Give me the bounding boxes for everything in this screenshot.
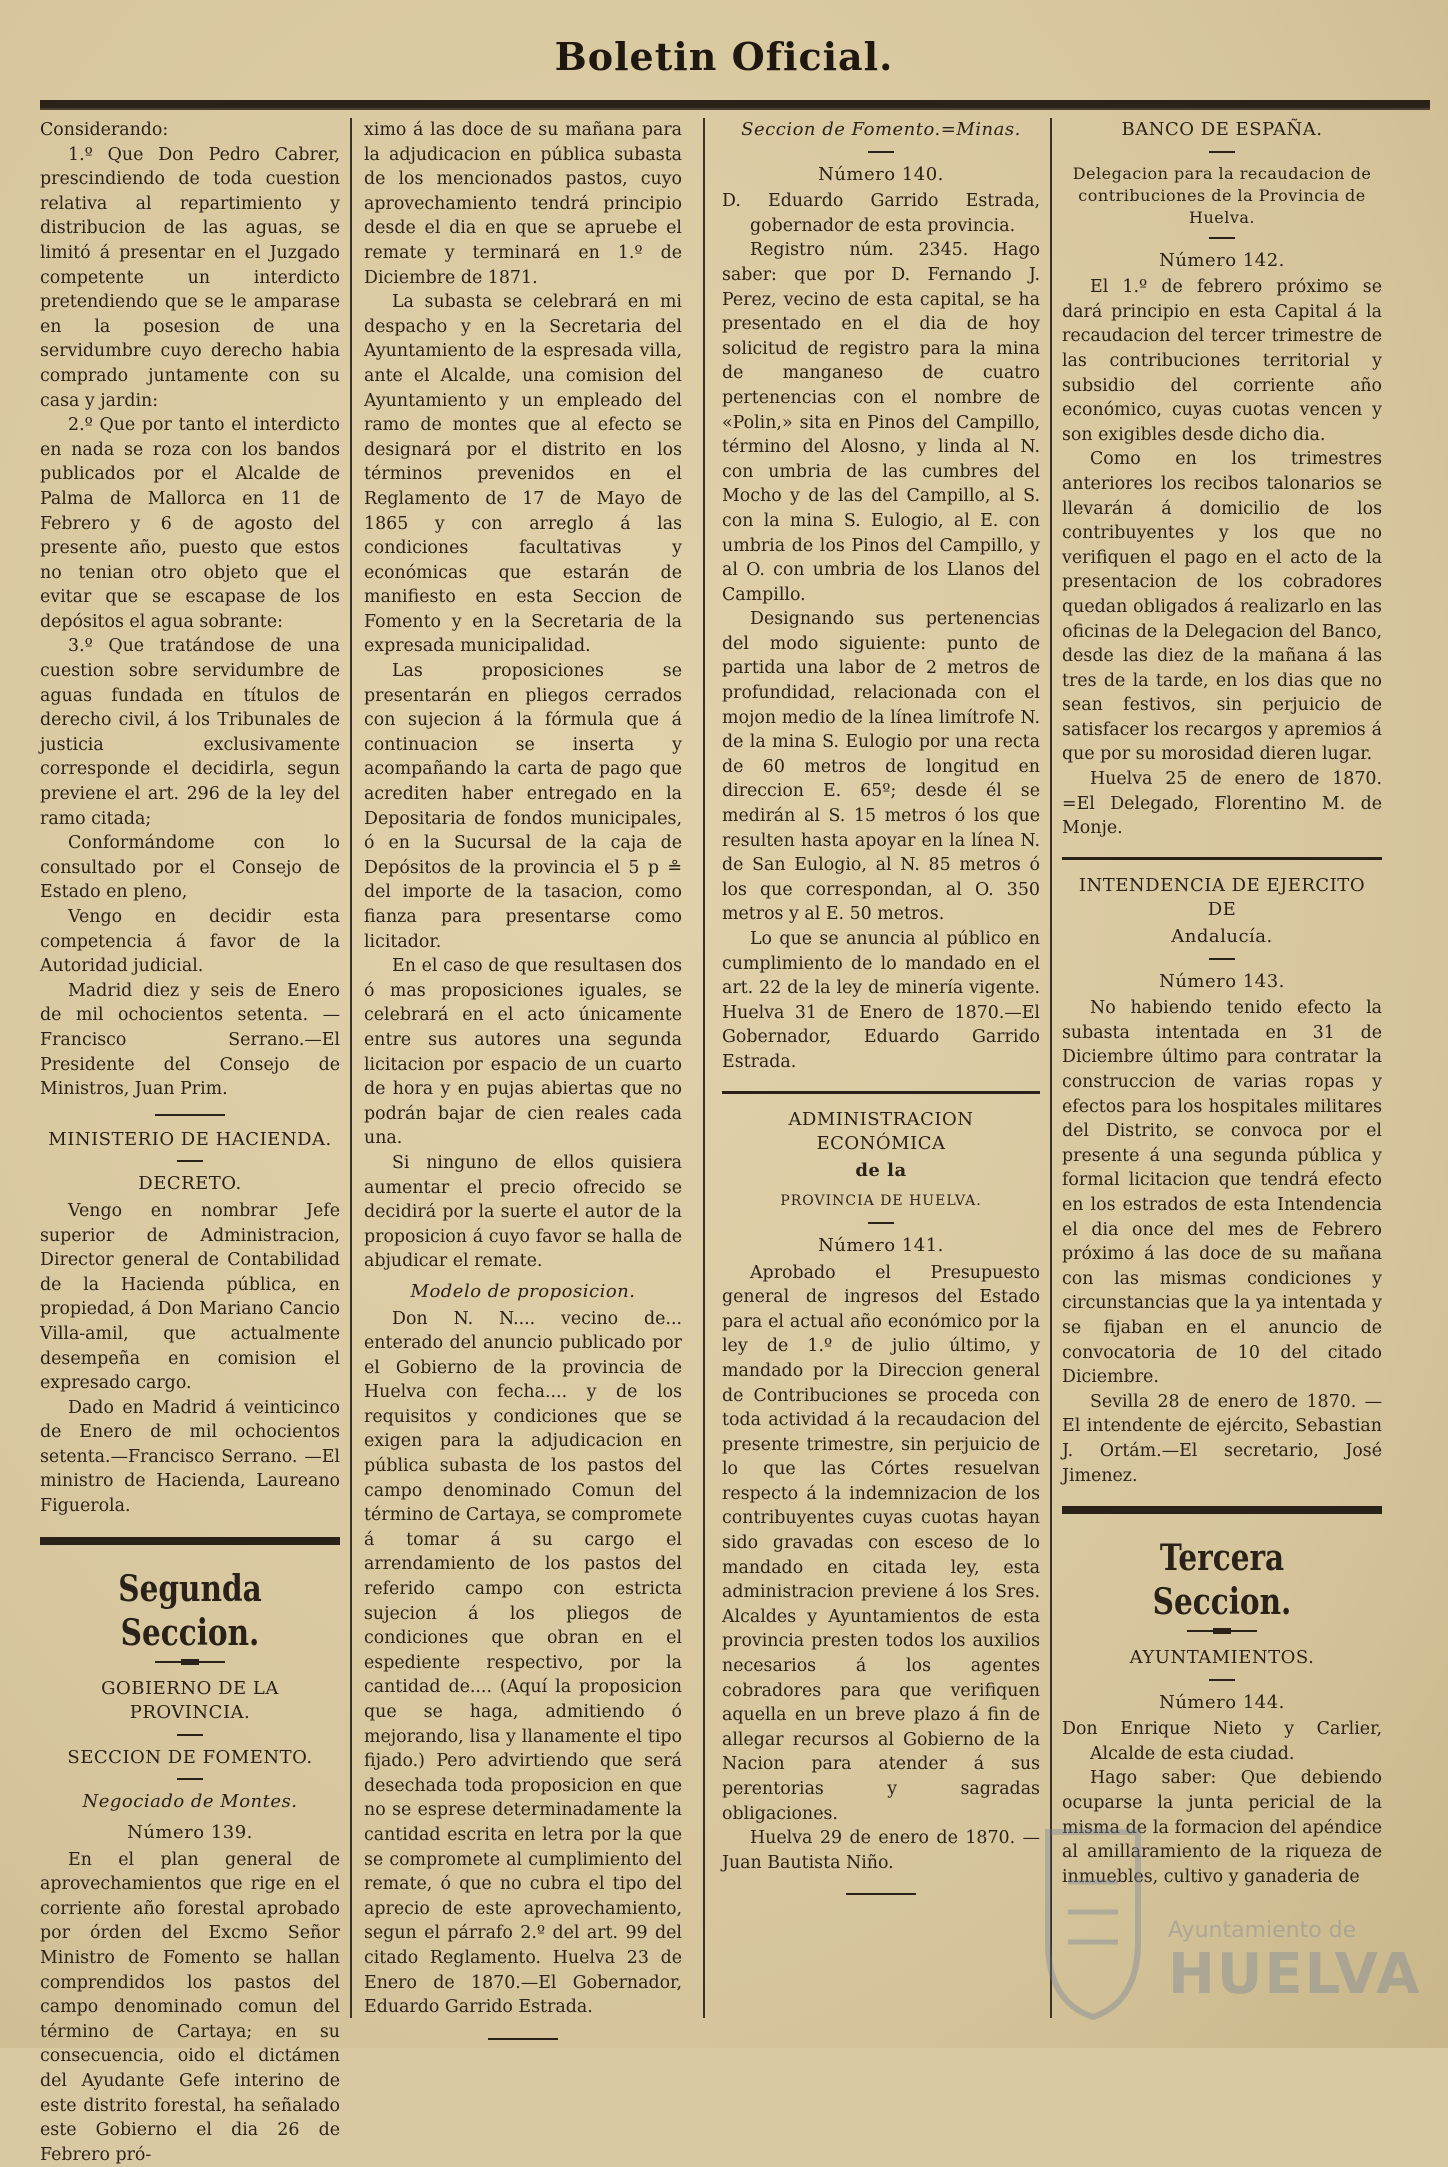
column-3 [722,118,1040,1913]
separator [868,151,894,153]
notice-number: Número 139. [127,1822,253,1844]
subsection-heading: Negociado de Montes. [82,1791,298,1813]
paragraph: Sevilla 28 de enero de 1870. —El intendente de ejército, Sebastian J. Ortám.—El secretario, José Jimenez. [1062,1391,1382,1486]
paragraph: 1.º Que Don Pedro Cabrer, prescindiendo de toda cuestion relativa al repartimiento y distribucion de las aguas, se limitó á presentar en el Juzgado competente un interdicto pretendiendo que se le amparase en la posesion de una servidumbre cuyo derecho habia comprado juntamente con su casa y jardin: [40,144,340,411]
section-rule [722,1091,1040,1094]
notice-number: Número 142. [1159,249,1285,271]
watermark-logo [1038,1822,1438,2032]
column-4 [1062,118,1382,1889]
column-rule [703,118,705,2018]
section-heading: BANCO DE ESPAÑA. [1121,119,1323,140]
section-heading: ADMINISTRACION ECONÓMICA [788,1108,974,1155]
column-2 [364,118,682,2058]
section-rule [1062,1506,1382,1514]
paragraph: No habiendo tenido efecto la subasta intentada en 31 de Diciembre último para contratar la construccion de varias ropas y efectos para los hospitales militares del Distrito, se convoca por el presente á una segunda pública y formal licitacion que tendrá efecto en los estrados de esta Intendencia el dia once del mes de Febrero próximo á las doce de su mañana con las mismas condiciones y circunstancias que la ya intentada y se fijaban en el anuncio de convocatoria de 10 del citado Diciembre. [1062,998,1382,1388]
paragraph: Aprobado el Presupuesto general de ingresos del Estado para el actual año económico por la ley de 1.º de julio último, y mandado por la Direccion general de Contribuciones se proceda con toda actividad á la recaudacion del presente trimestre, sin perjuicio de lo que las Córtes resuelvan respecto á la indemnizacion de los contribuyentes cuyas cuotas hayan sido gravadas con esceso de lo mandado en citada ley, esta administracion previene á los Sres. Alcaldes y Ayuntamientos de esta provincia presten todos los auxilios necesarios á los agentes cobradores para que verifiquen aquella en un breve plazo á fin de allegar recursos al Gobierno de la Nacion para atender á sus perentorias y sagradas obligaciones. [722,1262,1040,1824]
paragraph: El 1.º de febrero próximo se dará principio en esta Capital á la recaudacion del tercer trimestre de las contribuciones territorial y subsidio del corriente año económico, cuyas cuotas vencen y son exigibles desde dicho dia. [1062,277,1382,445]
section-heading: PROVINCIA DE HUELVA. [780,1193,982,1210]
paragraph: Conformándome con lo consultado por el Consejo de Estado en pleno, [40,833,340,903]
section-heading: Andalucía. [1171,926,1273,948]
separator [488,2038,558,2040]
city-shield-icon [1038,1822,1148,2022]
section-heading: Seccion de Fomento.=Minas. [741,119,1021,140]
separator [155,1114,225,1116]
paragraph: Designando sus pertenencias del modo siguiente: punto de partida una labor de 2 metros de profundidad, relacionada con el mojon medio de la línea limítrofe N. de la mina S. Eulogio por una recta de 60 metros de longitud en direccion E. 65º; desde él se medirán al S. 15 metros ó los que resulten hasta apoyar en la línea N. de San Eulogio, al N. 85 metros ó los que correspondan, al O. 350 metros y al E. 50 metros. [722,609,1040,925]
section-subheading: Delegacion para la recaudacion de contribuciones de la Provincia de Huelva. [1072,163,1372,227]
section-heading: SECCION DE FOMENTO. [67,1746,313,1768]
section-heading: GOBIERNO DE LA PROVINCIA. [101,1677,279,1724]
separator [1209,958,1235,960]
paragraph: Huelva 29 de enero de 1870. —Juan Bautista Niño. [722,1828,1040,1873]
section-heading: MINISTERIO DE HACIENDA. [48,1128,332,1150]
notice-number: Número 144. [1159,1691,1285,1713]
watermark-text: Ayuntamiento de [1168,1918,1357,1943]
paragraph: Huelva 25 de enero de 1870. =El Delegado, Florentino M. de Monje. [1062,769,1382,839]
subsection-heading: Modelo de proposicion. [410,1280,636,1302]
column-rule [1050,118,1052,2018]
paragraph: Considerando: [40,120,169,140]
section-rule [40,1537,340,1545]
section-title: Segunda Seccion. [118,1567,262,1654]
section-heading: AYUNTAMIENTOS. [1129,1647,1315,1669]
paragraph: En el plan general de aprovechamientos que rige en el corriente año forestal aprobado por órden del Excmo Señor Ministro de Fomento se hallan comprendidos los pastos del campo denominado comun del término de Cartaya; en su consecuencia, oido el dictámen del Ayudante Gefe interino de este distrito forestal, ha señalado este Gobierno el dia 26 de Febrero pró- [40,1849,340,2165]
separator [1209,1679,1235,1681]
paragraph: 3.º Que tratándose de una cuestion sobre servidumbre de aguas fundada en títulos de derecho civil, á los Tribunales de justicia exclusivamente corresponde el decidirla, segun previene el art. 296 de la ley del ramo citada; [40,636,340,829]
ornament-rule [1187,1630,1257,1632]
watermark-city: HUELVA [1168,1942,1422,2007]
paragraph: Dado en Madrid á veinticinco de Enero de mil ochocientos setenta.—Francisco Serrano. —El ministro de Hacienda, Laureano Figuerola. [40,1397,340,1517]
paragraph: Don Enrique Nieto y Carlier, Alcalde de esta ciudad. [1062,1719,1382,1764]
paragraph: Lo que se anuncia al público en cumplimiento de lo mandado en el art. 22 de la ley de minería vigente. Huelva 31 de Enero de 1870.—El Gobernador, Eduardo Garrido Estrada. [722,929,1040,1072]
notice-number: Número 140. [818,163,944,185]
separator [846,1893,916,1895]
separator [1209,237,1235,239]
paragraph: Vengo en nombrar Jefe superior de Administracion, Director general de Contabilidad de la Hacienda pública, en propiedad, á Don Mariano Cancio Villa-amil, que actualmente desempeña en comision el expresado cargo. [40,1200,340,1394]
separator [177,1160,203,1162]
paragraph: La subasta se celebrará en mi despacho y en la Secretaria del Ayuntamiento de la espresada villa, ante el Alcalde, una comision del Ayuntamiento y un empleado del ramo de montes que al efecto se designará por el distrito en los términos prevenidos en el Reglamento de 17 de Mayo de 1865 y con arreglo á las condiciones facultativas y económicas que estarán de manifiesto en esta Seccion de Fomento y en la Secretaria de la expresada municipalidad. [364,292,682,657]
masthead-rule [40,100,1430,110]
paragraph: 2.º Que por tanto el interdicto en nada se roza con los bandos publicados por el Alcalde de Palma de Mallorca en 11 de Febrero y 6 de agosto del presente año, puesto que estos no tenian otro objeto que el evitar que se escapase de los depósitos el agua sobrante: [40,415,340,632]
paragraph: Don N. N.... vecino de... enterado del anuncio publicado por el Gobierno de la provincia de Huelva con fecha.... y de los requisitos y condiciones que se exigen para la adjudicacion en pública subasta de los pastos del campo denominado Comun del término de Cartaya, se compromete á tomar á su cargo el arrendamiento de los pastos del referido campo con estricta sujecion á los pliegos de condiciones que obran en el espediente respectivo, por la cantidad de.... (Aquí la proposicion que se haga, admitiendo ó mejorando, lisa y llanamente el tipo fijado.) Pero advirtiendo que será desechada toda proposicion en que no se esprese determinadamente la cantidad escrita en letra por la que se compromete al cumplimiento del remate, ó que no cubra el tipo del aprecio de este aprovechamiento, segun el párrafo 2.º del art. 99 del citado Reglamento. Huelva 23 de Enero de 1870.—El Gobernador, Eduardo Garrido Estrada. [364,1308,682,2018]
masthead-title: Boletin Oficial. [554,34,894,79]
paragraph: Madrid diez y seis de Enero de mil ochocientos setenta. —Francisco Serrano.—El Presidente del Consejo de Ministros, Juan Prim. [40,980,340,1100]
paragraph: ximo á las doce de su mañana para la adjudicacion en pública subasta de los mencionados pastos, cuyo aprovechamiento tendrá principio desde el dia en que se apruebe el remate y terminará en 1.º de Diciembre de 1871. [364,120,682,288]
notice-number: Número 141. [818,1234,944,1256]
ornament-rule [155,1661,225,1663]
section-heading: INTENDENCIA DE EJERCITO DE [1078,874,1366,921]
column-1 [40,118,340,2167]
paragraph: Hago saber: Que debiendo ocuparse la junta pericial de la misma de la formacion del apéndice al amillaramiento de la riqueza de inmuebles, cultivo y ganaderia de [1062,1768,1382,1887]
paragraph: Como en los trimestres anteriores los recibos talonarios se llevarán á domicilio de los contribuyentes y los que no verifiquen el pago en el acto de la presentacion de los cobradores quedan obligados á realizarlo en las oficinas de la Delegacion del Banco, desde las diez de la mañana á las tres de la tarde, en los dias que no sean festivos, sin perjuicio de satisfacer los recargos y apremios á que por su morosidad dieren lugar. [1062,449,1382,765]
column-rule [350,118,352,2018]
paragraph: Vengo en decidir esta competencia á favor de la Autoridad judicial. [40,907,340,977]
paragraph: D. Eduardo Garrido Estrada, gobernador de esta provincia. [722,191,1040,236]
paragraph: Si ninguno de ellos quisiera aumentar el precio ofrecido se decidirá por la suerte el autor de la proposicion á cuyo favor se halla de abjudicar el remate. [364,1152,682,1272]
section-title: Tercera Seccion. [1152,1537,1292,1624]
separator [868,1222,894,1224]
section-heading: DECRETO. [138,1173,242,1195]
paragraph: Las proposiciones se presentarán en pliegos cerrados con sujecion á la fórmula que á continuacion se inserta y acompañando la carta de pago que acrediten haber entregado en la Depositaria de fondos municipales, ó en la Sucursal de la caja de Depósitos de la provincia el 5 p ≗ del importe de la tasacion, como fianza para presentarse como licitador. [364,661,682,952]
section-heading: de la [855,1159,907,1181]
paragraph: Registro núm. 2345. Hago saber: que por D. Fernando J. Perez, vecino de esta capital, se ha presentado en el dia de hoy solicitud de registro para la mina de manganeso de cuatro pertenencias con el nombre de «Polin,» sita en Pinos del Campillo, término del Alosno, y linda al N. con umbria de las cumbres del Mocho y de las del Campillo, al S. con la mina S. Eulogio, al E. con umbria de los Pinos del Campillo, y al O. con umbria de los Llanos del Campillo. [722,240,1040,605]
section-rule [1062,857,1382,860]
separator [1209,151,1235,153]
separator [177,1778,203,1780]
notice-number: Número 143. [1159,970,1285,992]
separator [177,1734,203,1736]
paragraph: En el caso de que resultasen dos ó mas proposiciones iguales, se celebrará en el acto únicamente entre sus autores una segunda licitacion por espacio de un cuarto de hora y en pujas abiertas que no podrán bajar de cien reales cada una. [364,956,682,1149]
